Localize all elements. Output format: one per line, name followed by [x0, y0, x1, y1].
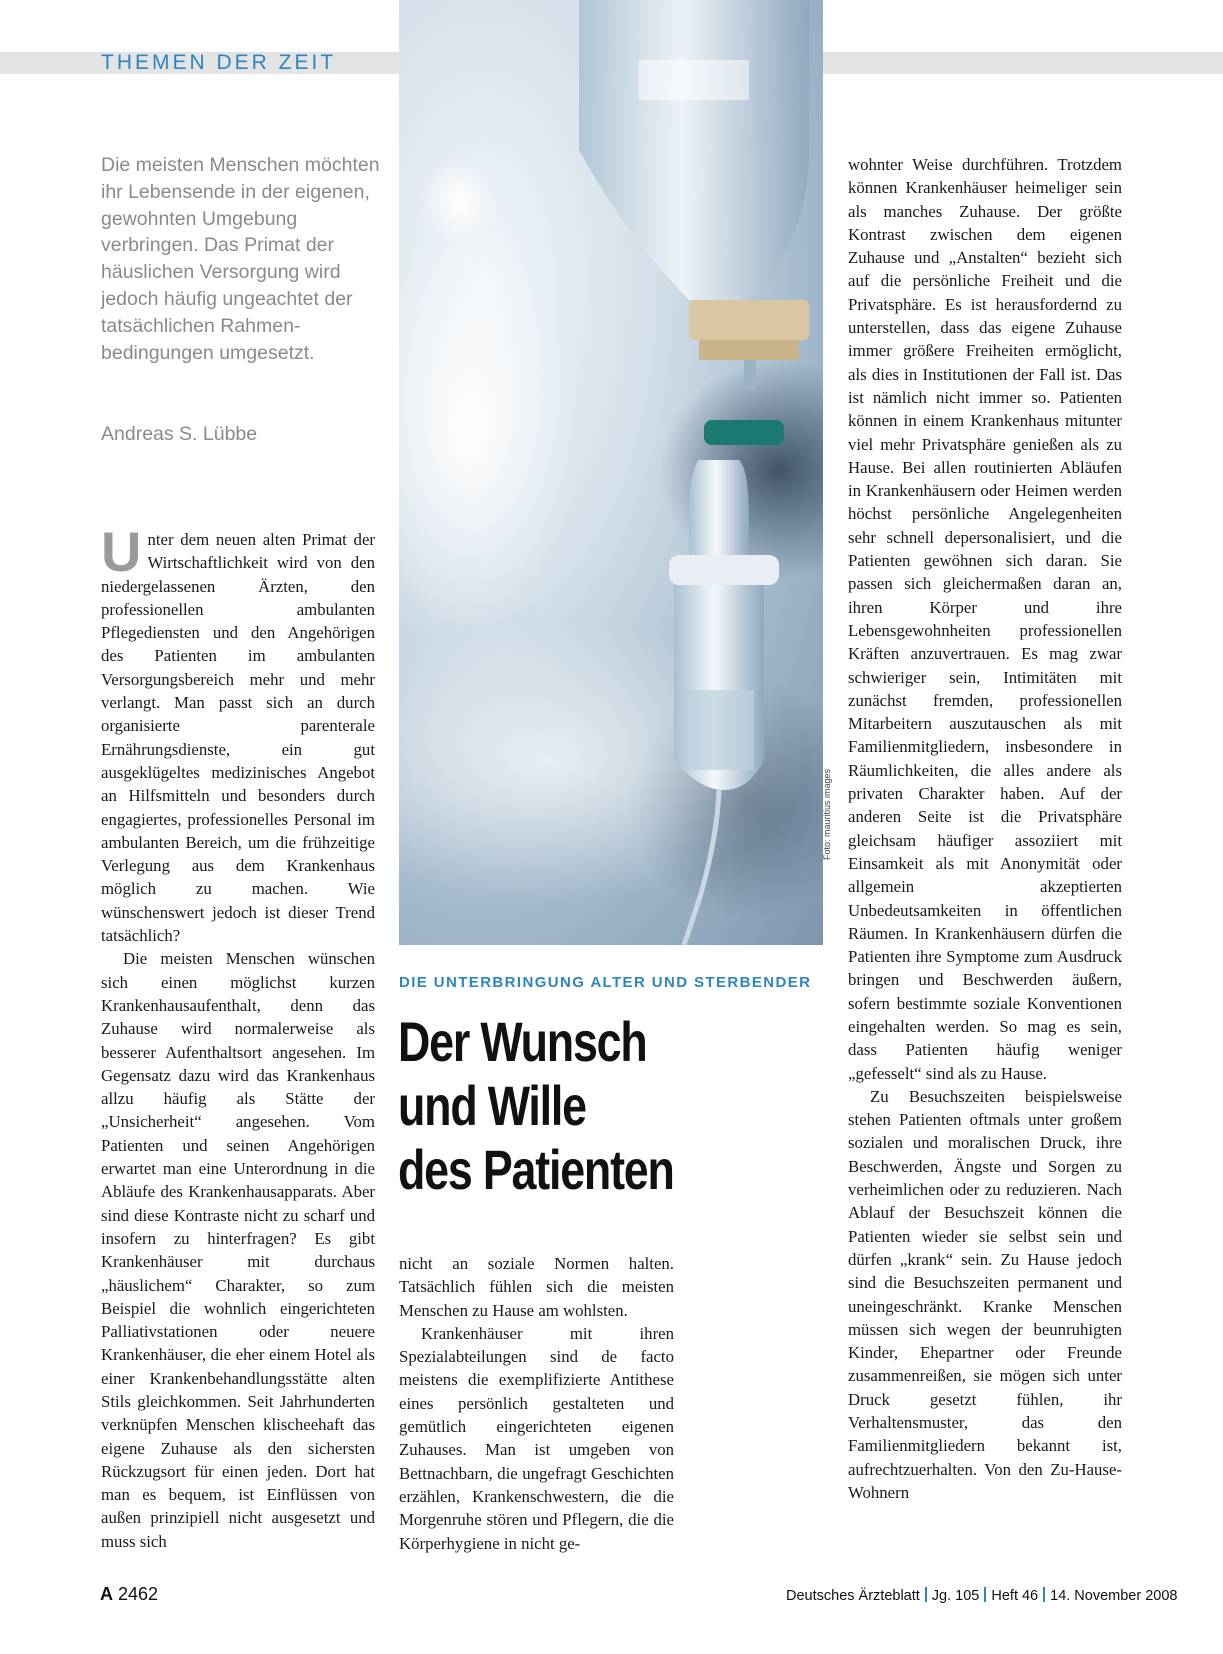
- footer-separator: [925, 1587, 927, 1602]
- page-prefix: A: [100, 1584, 113, 1604]
- intro-text: Die meisten Menschen möchten ihr Lebensende in der eigenen, gewohnten Umgebung verbringen. Das Primat der häuslichen Versorgung wird jedoch häufig ungeachtet der tatsächlichen Rahmen-bedingungen umgesetzt.: [101, 154, 380, 364]
- paragraph: Die meisten Menschen wünschen sich einen möglichst kurzen Krankenhausaufenthalt, denn das Zuhause wird normalerweise als besserer Aufenthaltsort angesehen. Im Gegensatz dazu wird das Krankenhaus allzu häufig als Stätte der „Unsicherheit“ angesehen. Vom Patienten und seinen Angehörigen erwartet man eine Unterordnung in die Abläufe des Krankenhausapparats. Aber sind diese Kontraste nicht zu scharf und insofern zu hinterfragen? Es gibt Krankenhäuser mit durchaus „häuslichem“ Charakter, so zum Beispiel die wohnlich eingerichteten Palliativstationen oder neuere Krankenhäuser, die eher einem Hotel als einer Krankenbehandlungsstätte alten Stils gleichkommen. Seit Jahrhunderten verknüpfen Menschen klischeehaft das eigene Zuhause als den sichersten Rückzugsort für einen jeden. Dort hat man es bequem, ist Einflüssen von außen prinzipiell nicht ausgesetzt und muss sich: [101, 949, 375, 1551]
- section-title: THEMEN DER ZEIT: [101, 51, 337, 74]
- author-name: Andreas S. Lübbe: [101, 423, 258, 445]
- headline-line: und Wille: [398, 1074, 586, 1137]
- drop-cap: U: [101, 520, 142, 583]
- journal-date: 14. November 2008: [1050, 1588, 1178, 1604]
- article-column-1: [101, 520, 375, 1553]
- paragraph: Zu Besuchszeiten beispielsweise stehen Patienten oftmals unter großem sozialen und moralischen Druck, ihre Beschwerden, Ängste und Sorgen zu verheimlichen oder zu reduzieren. Nach Ablauf der Besuchszeit können die Patienten wieder sie selbst sein und dürfen „krank“ sein. Zu Hause jedoch sind die Besuchszeiten permanent und uneingeschränkt. Kranke Menschen müssen sich wegen der beunruhigten Kinder, Ehepartner oder Freunde zusammenreißen, sie mögen sich unter Druck gesetzt fühlen, ihr Verhaltensmuster, das den Familienmitgliedern bekannt ist, aufrechtzuerhalten. Von den Zu-Hause-Wohnern: [848, 1086, 1122, 1502]
- journal-footer: [786, 1587, 1178, 1604]
- paragraph-text: nter dem neuen alten Primat der Wirtschaftlichkeit wird von den niedergelassenen Ärzten, den professionellen ambulanten Pflegediensten und den Angehörigen des Patienten im ambulanten Versorgungsbereich mehr und mehr verlangt. Man passt sich an durch organisierte parenterale Ernährungsdienste, ein gut ausgeklügeltes medizinisches Angebot an Hilfsmitteln und besonders durch engagiertes, professionelles Personal im ambulanten Bereich, um die frühzeitige Verlegung aus dem Krankenhaus möglich zu machen. Wie wünschenswert jedoch ist dieser Trend tatsächlich?: [101, 530, 375, 946]
- photo-credit: Foto: mauritius images: [822, 768, 832, 860]
- footer-separator: [1043, 1587, 1045, 1602]
- journal-issue: Heft 46: [991, 1588, 1039, 1604]
- page-number: [100, 1584, 158, 1605]
- iv-drip-photo: [399, 0, 823, 945]
- paragraph: [101, 520, 375, 947]
- paragraph: nicht an soziale Normen halten. Tatsächlich fühlen sich die meisten Menschen zu Hause am wohlsten.: [399, 1254, 674, 1320]
- footer-separator: [984, 1587, 986, 1602]
- headline-line: des Patienten: [398, 1138, 674, 1201]
- article-kicker: DIE UNTERBRINGUNG ALTER UND STERBENDER: [399, 974, 812, 991]
- paragraph: Krankenhäuser mit ihren Spezialabteilungen sind de facto meistens die exemplifizierte Antithese eines persönlich gestalteten und gemütlich eingerichteten eigenen Zuhauses. Man ist umgeben von Bettnachbarn, die ungefragt Geschichten erzählen, Krankenschwestern, die die Morgenruhe stören und Pflegern, die die Körperhygiene in nicht ge-: [399, 1323, 674, 1553]
- article-column-3: [848, 153, 1122, 1504]
- iv-drip-illustration: [399, 0, 823, 945]
- header-bar-right: [823, 52, 1223, 74]
- page-number-value: 2462: [118, 1584, 159, 1604]
- headline-line: Der Wunsch: [398, 1010, 647, 1073]
- journal-name: Deutsches Ärzteblatt: [786, 1588, 920, 1604]
- article-headline: [398, 1010, 718, 1202]
- paragraph: wohnter Weise durchführen. Trotzdem können Krankenhäuser heimeliger sein als manches Zuhause. Der größte Kontrast zwischen dem eigenen Zuhause und „Anstalten“ bezieht sich auf die persönliche Freiheit und die Privatsphäre. Es ist herausfordernd zu unterstellen, dass das eigene Zuhause immer größere Freiheiten ermöglicht, als dies in Institutionen der Fall ist. Das ist nämlich nicht immer so. Patienten können in einem Krankenhaus mitunter viel mehr Privatsphäre genießen als zu Hause. Bei allen routinierten Abläufen in Krankenhäusern oder Heimen werden höchst persönliche Angelegenheiten sehr schnell depersonalisiert, und die Patienten gewöhnen sich daran. Sie passen sich gleichermaßen daran an, ihren Körper und ihre Lebensgewohnheiten professionellen Kräften anzuvertrauen. Es mag zwar schwieriger sein, Intimitäten mit zunächst fremden, professionellen Mitarbeitern auszutauschen als mit Familienmitgliedern, insbesondere in Räumlichkeiten, die alles andere als privaten Charakter haben. Auf der anderen Seite ist die Privatsphäre gleichsam häufiger assoziiert mit Einsamkeit als mit Anonymität oder allgemein akzeptierten Unbedeutsamkeiten in öffentlichen Räumen. In Krankenhäusern dürfen die Patienten ihre Symptome zum Ausdruck bringen und Beschwerden äußern, sofern bestimmte soziale Konventionen eingehalten werden. So mag es sein, dass Patienten häufig weniger „gefesselt“ sind als zu Hause.: [848, 155, 1122, 1083]
- article-column-2: [399, 1252, 674, 1555]
- journal-volume: Jg. 105: [931, 1588, 980, 1604]
